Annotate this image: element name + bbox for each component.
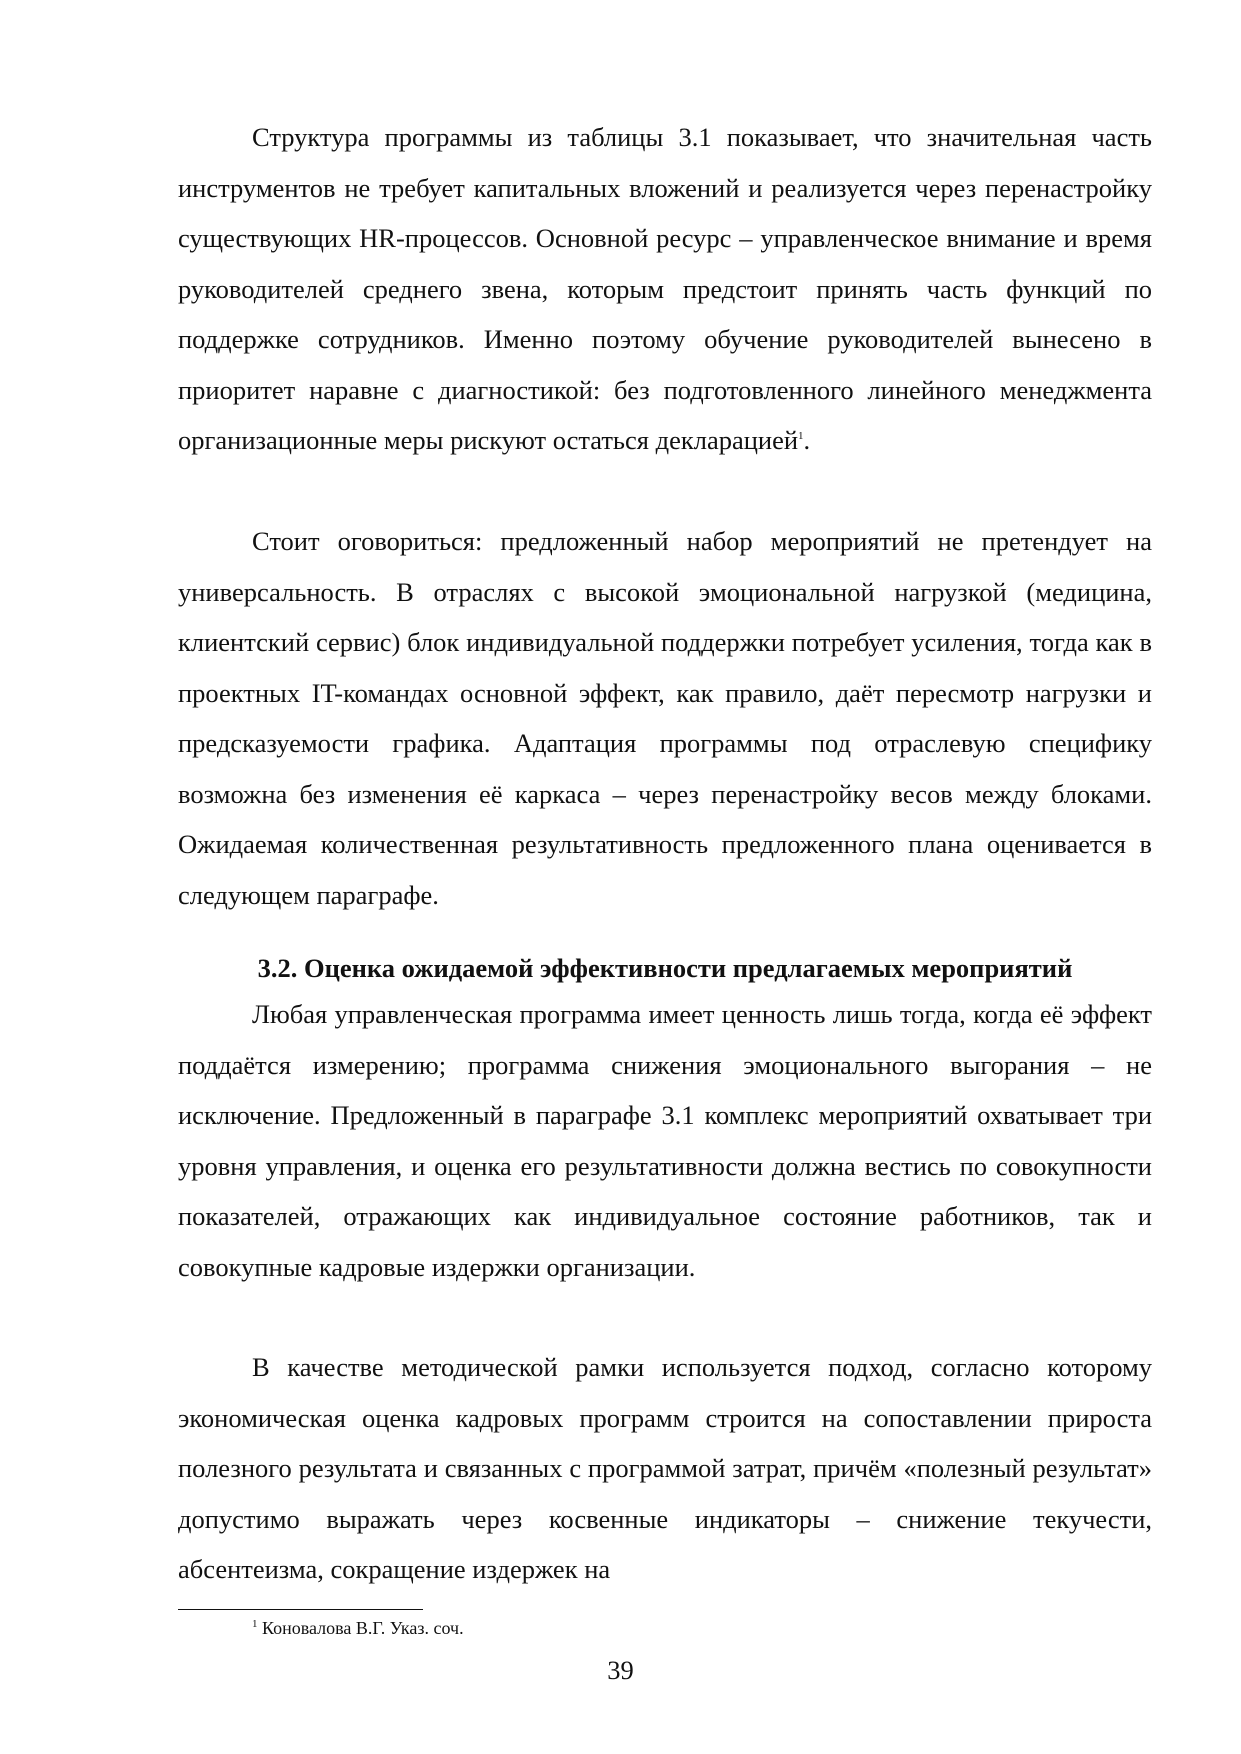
paragraph-1-text: Структура программы из таблицы 3.1 показывает, что значительная часть инструментов не требует капитальных вложений и реализуется через перенастройку существующих HR-процессов. Основной ресурс – управленческое внимание и время руководителей среднего звена, которым предстоит принять часть функций по поддержке сотрудников. Именно поэтому обучение руководителей вынесено в приоритет наравне с диагностикой: без подготовленного линейного менеджмента организационные меры рискуют остаться декларацией <box>178 122 1152 455</box>
page-number: 39 <box>607 1655 634 1685</box>
paragraph-2-text: Стоит оговориться: предложенный набор мероприятий не претендует на универсальность. В отраслях с высокой эмоциональной нагрузкой (медицина, клиентский сервис) блок индивидуальной поддержки потребует усиления, тогда как в проектных IT-командах основной эффект, как правило, даёт пересмотр нагрузки и предсказуемости графика. Адаптация программы под отраслевую специфику возможна без изменения её каркаса – через перенастройку весов между блоками. Ожидаемая количественная результативность предложенного плана оценивается в следующем параграфе. <box>178 526 1152 910</box>
footnote-reference[interactable]: 1 <box>798 430 804 443</box>
footnote-marker: 1 <box>252 1618 258 1630</box>
body-paragraph-4 <box>178 1342 1152 1595</box>
paragraph-3-text: Любая управленческая программа имеет ценность лишь тогда, когда её эффект поддаётся измерению; программа снижения эмоционального выгорания – не исключение. Предложенный в параграфе 3.1 комплекс мероприятий охватывает три уровня управления, и оценка его результативности должна вестись по совокупности показателей, отражающих как индивидуальное состояние работников, так и совокупные кадровые издержки организации. <box>178 999 1152 1282</box>
footnote-separator <box>178 1609 423 1610</box>
body-paragraph-2 <box>178 516 1152 920</box>
footnote <box>252 1616 464 1640</box>
footnote-text: Коновалова В.Г. Указ. соч. <box>257 1618 464 1638</box>
body-paragraph-3 <box>178 989 1152 1292</box>
body-paragraph-1 <box>178 112 1152 466</box>
paragraph-1-end: . <box>803 425 811 455</box>
paragraph-4-text: В качестве методической рамки используется подход, согласно которому экономическая оценка кадровых программ строится на сопоставлении прироста полезного результата и связанных с программой затрат, причём «полезный результат» допустимо выражать через косвенные индикаторы – снижение текучести, абсентеизма, сокращение издержек на <box>178 1352 1152 1584</box>
section-heading: 3.2. Оценка ожидаемой эффективности предлагаемых мероприятий <box>257 953 1073 983</box>
